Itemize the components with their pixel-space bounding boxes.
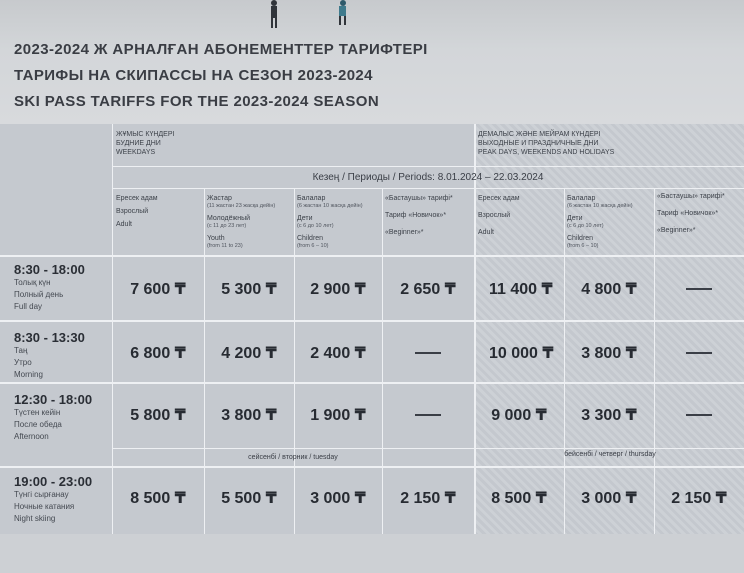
period-label: Кезең / Периоды / Periods: 8.01.2024 – 22.03.2024: [312, 172, 544, 183]
col-header-en: «Beginner»*: [657, 227, 696, 234]
price-value: 3 000 ₸: [310, 490, 366, 507]
row-label-afternoon: [14, 392, 92, 443]
title-russian: ТАРИФЫ НА СКИПАССЫ НА СЕЗОН 2023-2024: [14, 67, 373, 84]
skier-figure: [336, 0, 346, 28]
col-header-ru: Тариф «Новичок»*: [657, 210, 719, 217]
holiday-col-beginner: [657, 192, 743, 235]
col-header-kz: Ересек адам: [116, 195, 158, 202]
skier-figure: [268, 0, 278, 28]
grid-line: [654, 188, 655, 534]
row-label-ru: Утро: [14, 358, 32, 367]
col-header-ru-note: (с 11 до 23 лет): [207, 223, 247, 229]
grid-line: [294, 188, 295, 534]
price-value: 2 150 ₸: [400, 490, 456, 507]
weekdays-header-en: WEEKDAYS: [116, 149, 156, 156]
price-value: 6 800 ₸: [130, 345, 186, 362]
grid-line: [382, 188, 383, 534]
no-price-dash: [686, 288, 712, 290]
weekday-col-adult: [116, 194, 202, 229]
grid-line: [112, 124, 113, 534]
no-price-dash: [686, 414, 712, 416]
row-label-kz: Толық күн: [14, 278, 51, 287]
col-header-ru-note: (с 6 до 10 лет): [297, 223, 334, 229]
row-time: 19:00 - 23:00: [14, 474, 93, 489]
price-value: 5 800 ₸: [130, 407, 186, 424]
col-header-kz-note: (11 жастан 23 жасқа дейін): [207, 203, 276, 209]
price-value: 3 800 ₸: [581, 345, 637, 362]
weekday-night-label: сейсенбі / вторник / tuesday: [248, 454, 338, 461]
col-header-en: Youth: [207, 235, 225, 242]
grid-line: [112, 188, 744, 189]
price-value: 5 500 ₸: [221, 490, 277, 507]
price-value: 4 800 ₸: [581, 281, 637, 298]
row-time: 8:30 - 18:00: [14, 262, 85, 277]
bottom-background: [0, 534, 744, 573]
holiday-col-children: [567, 194, 653, 250]
row-label-ru: Ночные катания: [14, 502, 75, 511]
price-value: 2 900 ₸: [310, 281, 366, 298]
price-value: 9 000 ₸: [491, 407, 547, 424]
title-kazakh: 2023-2024 Ж АРНАЛҒАН АБОНЕМЕНТТЕР ТАРИФТЕРІ: [14, 41, 428, 58]
weekdays-header: [116, 130, 174, 157]
col-header-kz-note: (6 жастан 10 жасқа дейін): [297, 203, 363, 209]
col-header-en: «Beginner»*: [385, 229, 424, 236]
weekdays-header-kz: ЖҰМЫС КҮНДЕРІ: [116, 131, 175, 138]
price-value: 7 600 ₸: [130, 281, 186, 298]
holiday-col-adult: [478, 194, 562, 237]
price-value: 3 800 ₸: [221, 407, 277, 424]
price-value: 8 500 ₸: [130, 490, 186, 507]
col-header-en-note: (from 11 to 23): [207, 243, 243, 249]
weekday-col-children: [297, 194, 381, 250]
price-value: 3 300 ₸: [581, 407, 637, 424]
price-value: 11 400 ₸: [489, 281, 553, 298]
row-label-kz: Түнгі сырғанау: [14, 490, 69, 499]
row-label-morning: [14, 330, 85, 381]
col-header-kz: «Бастаушы» тарифі*: [385, 195, 453, 202]
tariff-board: [0, 124, 744, 534]
row-label-kz: Түстен кейін: [14, 408, 61, 417]
col-header-kz: Ересек адам: [478, 195, 520, 202]
grid-line: [204, 188, 205, 534]
col-header-ru-note: (с 6 до 10 лет): [567, 223, 604, 229]
row-label-night: [14, 474, 92, 525]
row-label-ru: После обеда: [14, 420, 62, 429]
row-time: 8:30 - 13:30: [14, 330, 85, 345]
grid-line: [112, 448, 744, 449]
row-label-en: Afternoon: [14, 432, 49, 441]
price-value: 10 000 ₸: [489, 345, 554, 362]
weekdays-header-ru: БУДНИЕ ДНИ: [116, 140, 161, 147]
col-header-ru: Взрослый: [116, 208, 149, 215]
price-value: 5 300 ₸: [221, 281, 277, 298]
col-header-ru: Дети: [297, 215, 313, 222]
weekday-col-beginner: [385, 194, 473, 237]
col-header-en: Children: [567, 235, 594, 242]
col-header-ru: Дети: [567, 215, 583, 222]
holidays-header-kz: ДЕМАЛЫС ЖӘНЕ МЕЙРАМ КҮНДЕРІ: [478, 131, 601, 138]
row-label-kz: Таң: [14, 346, 28, 355]
holidays-header-en: PEAK DAYS, WEEKENDS AND HOLIDAYS: [478, 149, 615, 156]
col-header-ru: Тариф «Новичок»*: [385, 212, 447, 219]
row-label-en: Night skiing: [14, 514, 56, 523]
holiday-panel: [474, 124, 744, 534]
weekday-col-youth: [207, 194, 293, 250]
holidays-header: [478, 130, 614, 157]
row-time: 12:30 - 18:00: [14, 392, 93, 407]
row-label-ru: Полный день: [14, 290, 64, 299]
row-label-en: Morning: [14, 370, 43, 379]
holidays-header-ru: ВЫХОДНЫЕ И ПРАЗДНИЧНЫЕ ДНИ: [478, 140, 599, 147]
price-value: 2 650 ₸: [400, 281, 456, 298]
row-label-full-day: [14, 262, 85, 313]
price-value: 8 500 ₸: [491, 490, 547, 507]
price-value: 3 000 ₸: [581, 490, 637, 507]
no-price-dash: [415, 414, 441, 416]
col-header-kz: Жастар: [207, 195, 232, 202]
col-header-en-note: (from 6 – 10): [297, 243, 329, 249]
price-value: 2 400 ₸: [310, 345, 366, 362]
col-header-kz: Балалар: [297, 195, 326, 202]
grid-line: [474, 124, 476, 534]
row-label-en: Full day: [14, 302, 43, 311]
holiday-night-label: бейсенбі / четверг / thursday: [564, 451, 656, 458]
no-price-dash: [415, 352, 441, 354]
title-block: [14, 37, 428, 115]
no-price-dash: [686, 352, 712, 354]
col-header-kz-note: (6 жастан 10 жасқа дейін): [567, 203, 633, 209]
col-header-kz: «Бастаушы» тарифі*: [657, 193, 725, 200]
col-header-ru: Молодёжный: [207, 215, 251, 222]
price-value: 2 150 ₸: [671, 490, 727, 507]
col-header-kz: Балалар: [567, 195, 596, 202]
col-header-en: Children: [297, 235, 324, 242]
col-header-en-note: (from 6 – 10): [567, 243, 599, 249]
col-header-en: Adult: [116, 221, 132, 228]
price-value: 1 900 ₸: [310, 407, 366, 424]
col-header-ru: Взрослый: [478, 212, 511, 219]
col-header-en: Adult: [478, 229, 494, 236]
title-english: SKI PASS TARIFFS FOR THE 2023-2024 SEASON: [14, 93, 380, 110]
grid-line: [112, 166, 744, 167]
grid-line: [564, 188, 565, 534]
price-value: 4 200 ₸: [221, 345, 277, 362]
